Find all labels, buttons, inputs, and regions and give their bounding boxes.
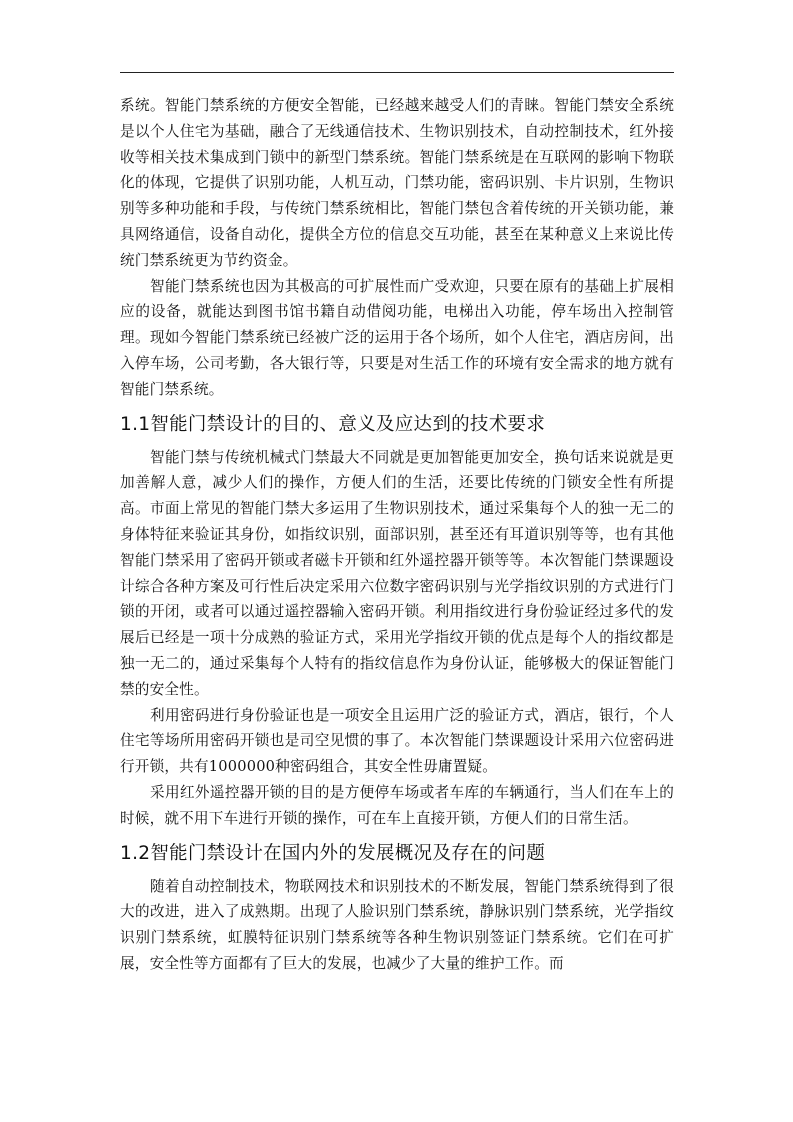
section-heading-1-1: 1.1智能门禁设计的目的、意义及应达到的技术要求 [120,413,546,435]
paragraph-development: 随着自动控制技术，物联网技术和识别技术的不断发展，智能门禁系统得到了很大的改进，进入了成熟期。出现了人脸识别门禁系统，静脉识别门禁系统，光学指纹识别门禁系统，虹膜特征识别门禁系统等各种生物识别签证门禁系统。它们在可扩展，安全性等方面都有了巨大的发展，也减少了大量的维护工作。而 [120,877,674,972]
paragraph-intro-continued: 系统。智能门禁系统的方便安全智能，已经越来越受人们的青睐。智能门禁安全系统是以个人住宅为基础，融合了无线通信技术、生物识别技术，自动控制技术，红外接收等相关技术集成到门锁中的新型门禁系统。智能门禁系统是在互联网的影响下物联化的体现，它提供了识别功能，人机互动，门禁功能，密码识别、卡片识别，生物识别等多种功能和手段，与传统门禁系统相比，智能门禁包含着传统的开关锁功能，兼具网络通信，设备自动化，提供全方位的信息交互功能，甚至在某种意义上来说比传统门禁系统更为节约资金。 [120,97,674,269]
paragraph-fingerprint: 智能门禁与传统机械式门禁最大不同就是更加智能更加安全，换句话来说就是更加善解人意，减少人们的操作，方便人们的生活，还要比传统的门锁安全性有所提高。市面上常见的智能门禁大多运用了生物识别技术，通过采集每个人的独一无二的身体特征来验证其身份，如指纹识别，面部识别，甚至还有耳道识别等等，也有其他智能门禁采用了密码开锁或者磁卡开锁和红外遥控器开锁等等。本次智能门禁课题设计综合各种方案及可行性后决定采用六位数字密码识别与光学指纹识别的方式进行门锁的开闭，或者可以通过遥控器输入密码开锁。利用指纹进行身份验证经过多代的发展后已经是一项十分成熟的验证方式，采用光学指纹开锁的优点是每个人的指纹都是独一无二的，通过采集每个人特有的指纹信息作为身份认证，能够极大的保证智能门禁的安全性。 [120,448,674,698]
section-heading-1-2: 1.2智能门禁设计在国内外的发展概况及存在的问题 [120,842,546,864]
paragraph-extensibility: 智能门禁系统也因为其极高的可扩展性而广受欢迎，只要在原有的基础上扩展相应的设备，就能达到图书馆书籍自动借阅功能，电梯出入功能，停车场出入控制管理。现如今智能门禁系统已经被广泛的运用于各个场所，如个人住宅，酒店房间，出入停车场，公司考勤，各大银行等，只要是对生活工作的环境有安全需求的地方就有智能门禁系统。 [120,277,674,398]
header-rule [120,72,674,73]
paragraph-password: 利用密码进行身份验证也是一项安全且运用广泛的验证方式，酒店，银行，个人住宅等场所用密码开锁也是司空见惯的事了。本次智能门禁课题设计采用六位密码进行开锁，共有1000000种密码组合，其安全性毋庸置疑。 [120,706,674,776]
paragraph-infrared-remote: 采用红外遥控器开锁的目的是方便停车场或者车库的车辆通行，当人们在车上的时候，就不用下车进行开锁的操作，可在车上直接开锁，方便人们的日常生活。 [120,783,674,827]
page-content [120,93,674,977]
